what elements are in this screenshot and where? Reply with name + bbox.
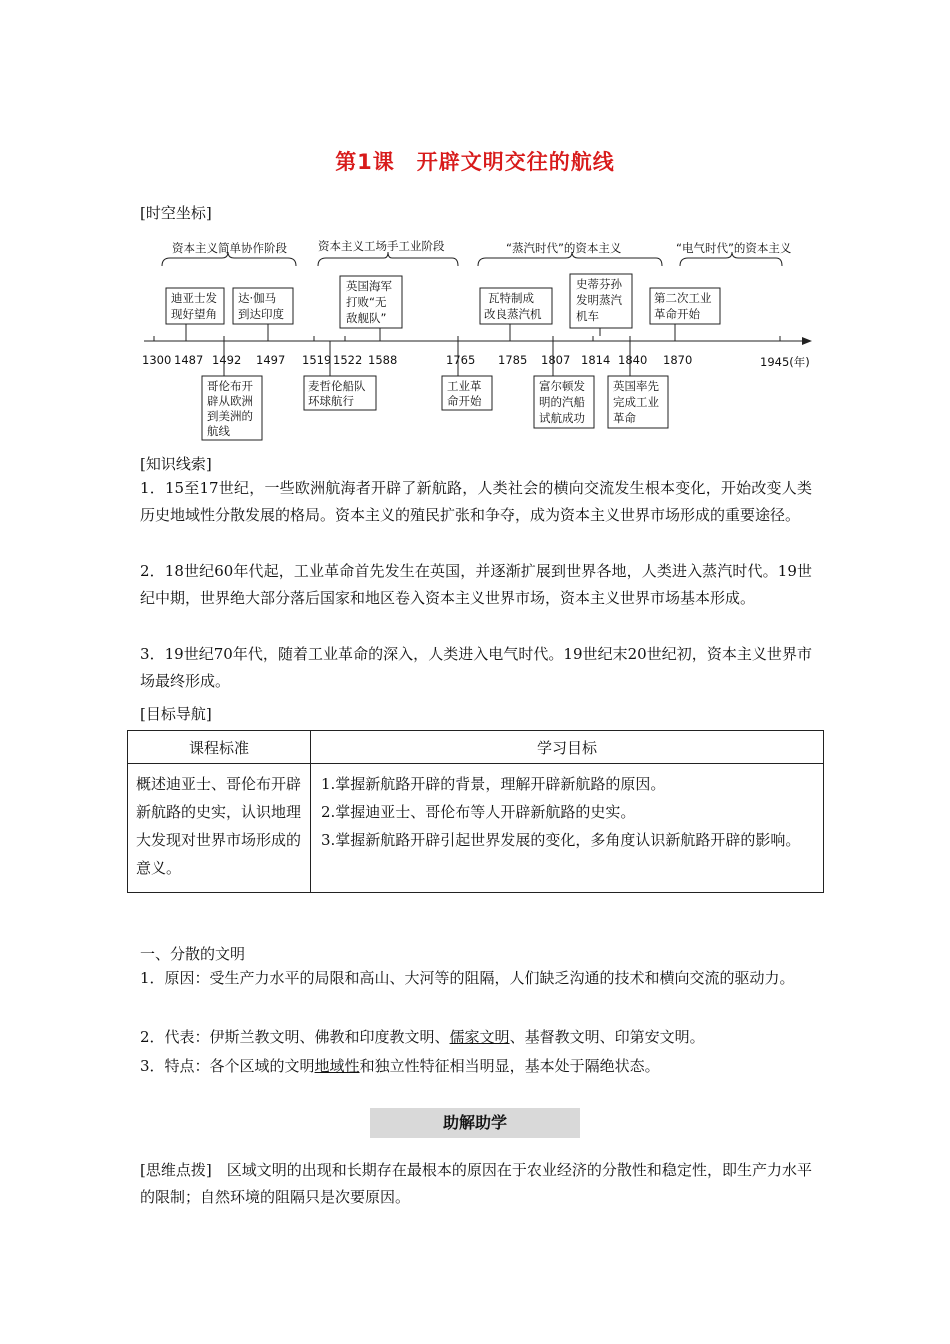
year-label: 1945(年): [760, 355, 810, 369]
period-label-3: “蒸汽时代”的资本主义: [506, 241, 622, 255]
part1-item-3-text: 3．特点：各个区域的文明: [140, 1057, 315, 1075]
knowledge-item-3: 3．19世纪70年代，随着工业革命的深入，人类进入电气时代。19世纪末20世纪初，资本主义世界市场最终形成。: [140, 645, 812, 690]
event-fulton-line2: 明的汽船: [539, 395, 585, 409]
part1-item-2-text: 、基督教文明、印第安文明。: [509, 1028, 705, 1046]
course-standard: 概述迪亚士、哥伦布开辟新航路的史实，认识地理大发现对世界市场形成的意义。: [128, 764, 311, 893]
part1-item-2: [140, 1026, 820, 1047]
event-fulton-line1: 富尔顿发: [539, 379, 585, 393]
year-label: 1807: [541, 353, 571, 367]
underlined-answer: 地域性: [314, 1057, 360, 1075]
year-label: 1522: [333, 353, 363, 367]
event-watt-line2: 改良蒸汽机: [484, 307, 542, 321]
event-ir-start-line1: 工业革: [447, 379, 482, 393]
year-label: 1765: [446, 353, 476, 367]
period-label-2: 资本主义工场手工业阶段: [318, 239, 445, 253]
year-label: 1588: [368, 353, 398, 367]
event-gama-line1: 达·伽马: [238, 291, 277, 305]
event-second-ir-line1: 第二次工业: [654, 291, 712, 305]
event-gama-line2: 到达印度: [238, 307, 284, 321]
event-stephenson-line2: 发明蒸汽: [576, 293, 622, 307]
event-armada-line2: 打败“无: [346, 295, 387, 309]
learning-objectives: [311, 764, 824, 893]
period-label-1: 资本主义简单协作阶段: [172, 241, 287, 255]
event-britain-ir-line1: 英国率先: [613, 379, 659, 393]
period-label-4: “电气时代”的资本主义: [676, 241, 792, 255]
year-label: 1840: [618, 353, 648, 367]
period-brace-2: [318, 252, 458, 266]
event-stephenson-line3: 机车: [576, 309, 599, 323]
part1-item-1: 1．原因：受生产力水平的局限和高山、大河等的阻隔，人们缺乏沟通的技术和横向交流的驱动力。: [140, 969, 795, 987]
event-magellan-line2: 环球航行: [308, 394, 354, 408]
year-label: 1785: [498, 353, 528, 367]
timeline-arrow: [802, 337, 812, 345]
timeline-label: [时空坐标]: [140, 204, 212, 222]
goals-table: [127, 730, 824, 893]
col-standard-header: 课程标准: [128, 731, 311, 764]
year-label: 1300: [142, 353, 172, 367]
event-columbus-line4: 航线: [207, 424, 230, 438]
event-dias-line1: 迪亚士发: [171, 291, 217, 305]
thinking-tip: [思维点拨] 区域文明的出现和长期存在最根本的原因在于农业经济的分散性和稳定性，即生产力水平的限制；自然环境的阻隔只是次要原因。: [140, 1161, 812, 1206]
objective-1: 1.掌握新航路开辟的背景，理解开辟新航路的原因。: [321, 775, 666, 793]
knowledge-label: [知识线索]: [140, 455, 212, 473]
event-columbus-line1: 哥伦布开: [207, 379, 253, 393]
event-ir-start-line2: 命开始: [447, 394, 482, 408]
event-stephenson-line1: 史蒂芬孙: [576, 277, 622, 291]
knowledge-item-2: 2．18世纪60年代起，工业革命首先发生在英国，并逐渐扩展到世界各地，人类进入蒸汽时代。19世纪中期，世界绝大部分落后国家和地区卷入资本主义世界市场，资本主义世界市场基本形成。: [140, 562, 812, 607]
event-columbus-line2: 辟从欧洲: [207, 394, 253, 408]
underlined-answer: 儒家文明: [449, 1028, 510, 1046]
event-fulton-line3: 试航成功: [539, 411, 585, 425]
objective-2: 2.掌握迪亚士、哥伦布等人开辟新航路的史实。: [321, 803, 636, 821]
knowledge-item-1: 1．15至17世纪，一些欧洲航海者开辟了新航路，人类社会的横向交流发生根本变化，开始改变人类历史地域性分散发展的格局。资本主义的殖民扩张和争夺，成为资本主义世界市场形成的重要途径。: [140, 479, 812, 524]
objective-3: 3.掌握新航路开辟引起世界发展的变化，多角度认识新航路开辟的影响。: [321, 831, 801, 849]
year-label: 1497: [256, 353, 286, 367]
year-label: 1492: [212, 353, 242, 367]
year-label: 1814: [581, 353, 611, 367]
event-armada-line3: 敌舰队”: [346, 311, 387, 325]
event-dias-line2: 现好望角: [171, 307, 217, 321]
timeline-diagram: [140, 228, 820, 448]
col-objective-header: 学习目标: [311, 731, 824, 764]
event-magellan-line1: 麦哲伦船队: [308, 379, 366, 393]
event-britain-ir-line2: 完成工业: [613, 395, 659, 409]
year-label: 1519: [302, 353, 332, 367]
part1-heading: 一、分散的文明: [140, 945, 246, 963]
part1-item-2-text: 2．代表：伊斯兰教文明、佛教和印度教文明、: [140, 1028, 450, 1046]
event-columbus-line3: 到美洲的: [207, 409, 253, 423]
event-second-ir-line2: 革命开始: [654, 307, 700, 321]
part1-item-3-text: 和独立性特征相当明显，基本处于隔绝状态。: [359, 1057, 660, 1075]
goals-label: [目标导航]: [140, 705, 212, 723]
lesson-title: 第1课 开辟文明交往的航线: [335, 150, 615, 174]
year-label: 1870: [663, 353, 693, 367]
event-britain-ir-line3: 革命: [613, 411, 636, 425]
event-watt-line1: 瓦特制成: [488, 291, 534, 305]
event-armada-line1: 英国海军: [346, 279, 392, 293]
part1-item-3: [140, 1055, 820, 1076]
study-aid-banner: 助解助学: [370, 1108, 580, 1138]
year-label: 1487: [174, 353, 204, 367]
